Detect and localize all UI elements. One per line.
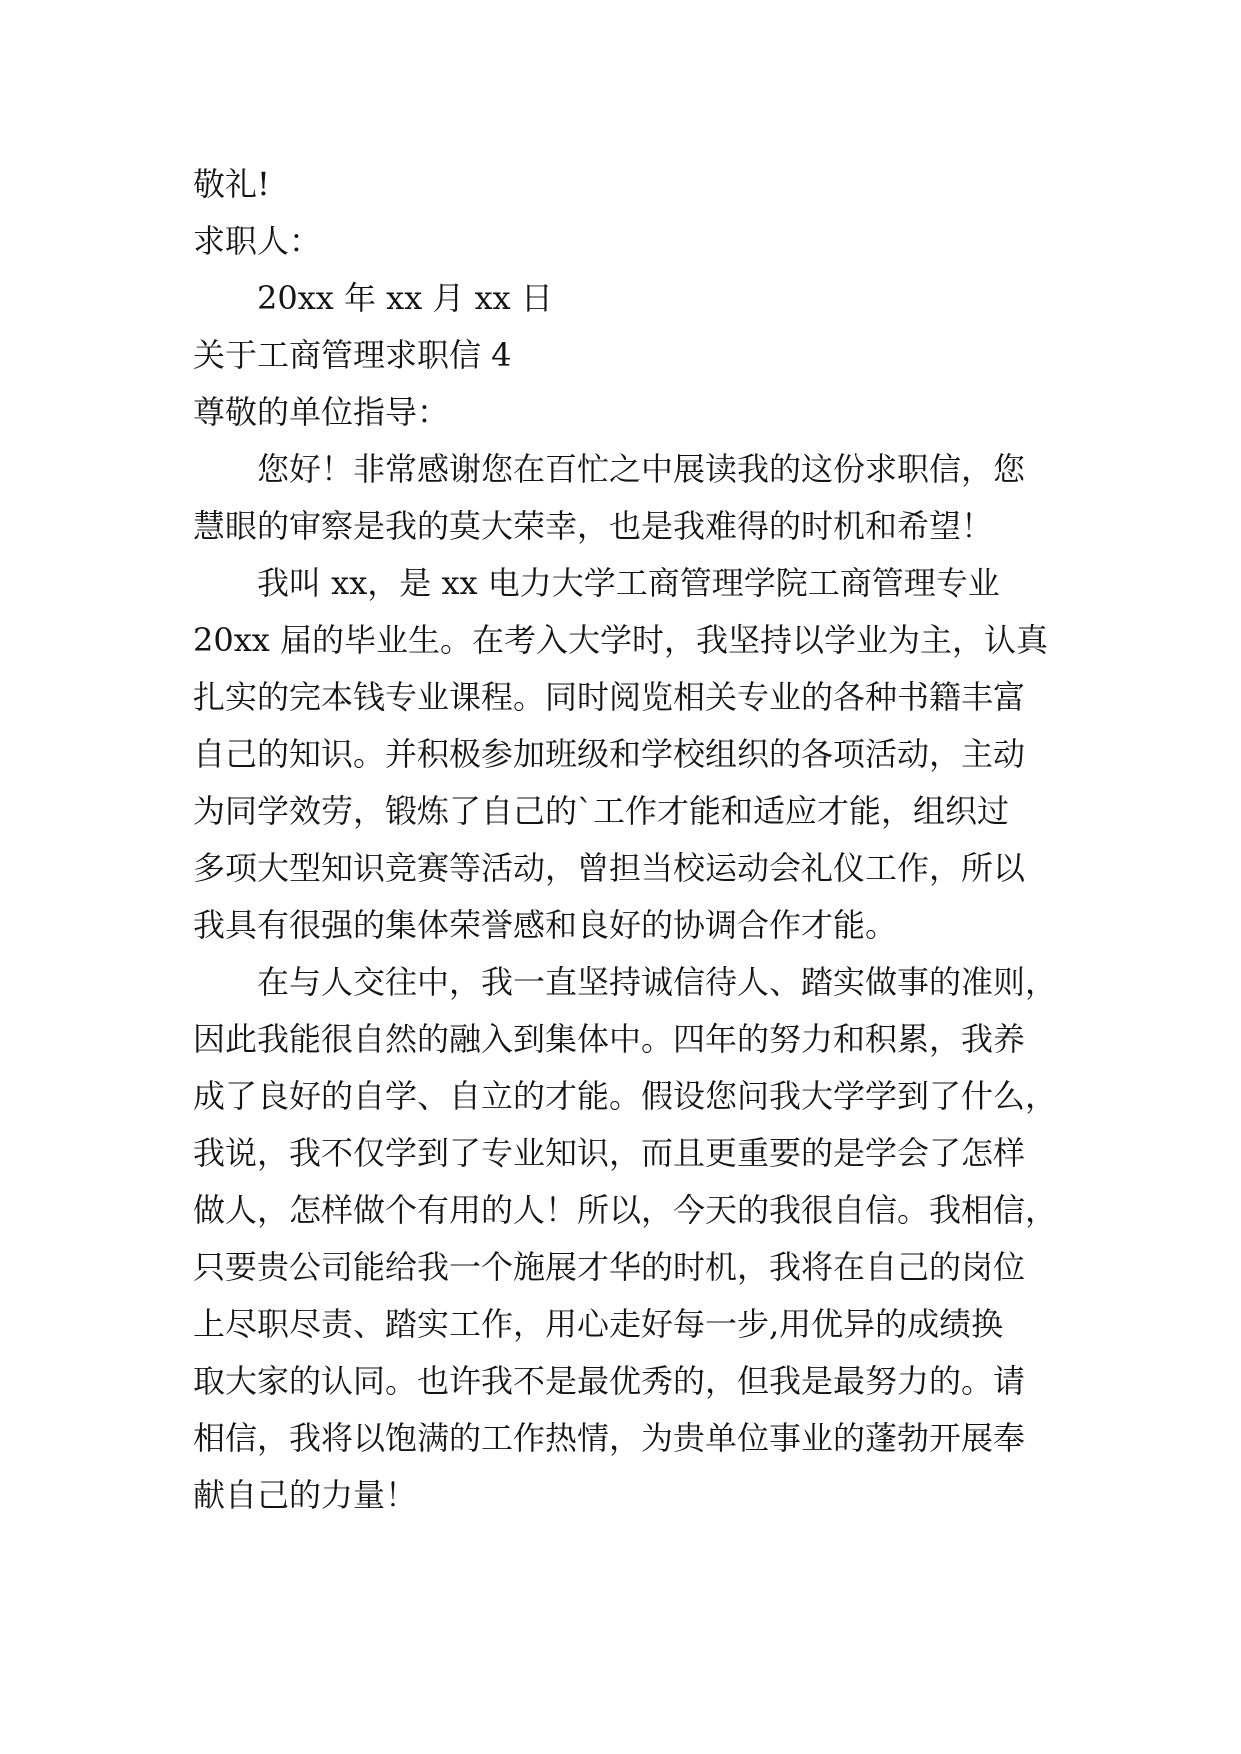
paragraph-line: 我说，我不仅学到了专业知识，而且更重要的是学会了怎样 bbox=[193, 1134, 1026, 1172]
paragraph-line: 我叫 xx，是 xx 电力大学工商管理学院工商管理专业 bbox=[257, 564, 1000, 602]
paragraph-line: 为同学效劳，锻炼了自己的`工作才能和适应才能，组织过 bbox=[193, 792, 1010, 830]
paragraph-line: 您好！非常感谢您在百忙之中展读我的这份求职信，您 bbox=[257, 450, 1026, 488]
section-title: 关于工商管理求职信 4 bbox=[193, 336, 512, 374]
paragraph-line: 多项大型知识竞赛等活动，曾担当校运动会礼仪工作，所以 bbox=[193, 849, 1026, 887]
closing-salutation: 敬礼! bbox=[193, 165, 270, 203]
paragraph-line: 上尽职尽责、踏实工作，用心走好每一步,用优异的成绩换 bbox=[193, 1305, 1004, 1343]
paragraph-line: 成了良好的自学、自立的才能。假设您问我大学学到了什么， bbox=[193, 1077, 1058, 1115]
paragraph-line: 相信，我将以饱满的工作热情，为贵单位事业的蓬勃开展奉 bbox=[193, 1419, 1026, 1457]
paragraph-line: 慧眼的审察是我的莫大荣幸，也是我难得的时机和希望！ bbox=[193, 507, 994, 545]
paragraph-line: 取大家的认同。也许我不是最优秀的，但我是最努力的。请 bbox=[193, 1362, 1026, 1400]
paragraph-line: 因此我能很自然的融入到集体中。四年的努力和积累，我养 bbox=[193, 1020, 1026, 1058]
paragraph-line: 扎实的完本钱专业课程。同时阅览相关专业的各种书籍丰富 bbox=[193, 678, 1026, 716]
paragraph-line: 做人，怎样做个有用的人！所以，今天的我很自信。我相信， bbox=[193, 1191, 1058, 1229]
recipient-salutation: 尊敬的单位指导： bbox=[193, 393, 450, 431]
paragraph-line: 献自己的力量！ bbox=[193, 1476, 418, 1514]
paragraph-line: 20xx 届的毕业生。在考入大学时，我坚持以学业为主，认真 bbox=[193, 621, 1048, 659]
paragraph-line: 只要贵公司能给我一个施展才华的时机，我将在自己的岗位 bbox=[193, 1248, 1026, 1286]
letter-date: 20xx 年 xx 月 xx 日 bbox=[257, 279, 553, 317]
paragraph-line: 在与人交往中，我一直坚持诚信待人、踏实做事的准则， bbox=[257, 963, 1058, 1001]
applicant-label: 求职人： bbox=[193, 222, 322, 260]
paragraph-line: 自己的知识。并积极参加班级和学校组织的各项活动，主动 bbox=[193, 735, 1026, 773]
paragraph-line: 我具有很强的集体荣誉感和良好的协调合作才能。 bbox=[193, 906, 898, 944]
